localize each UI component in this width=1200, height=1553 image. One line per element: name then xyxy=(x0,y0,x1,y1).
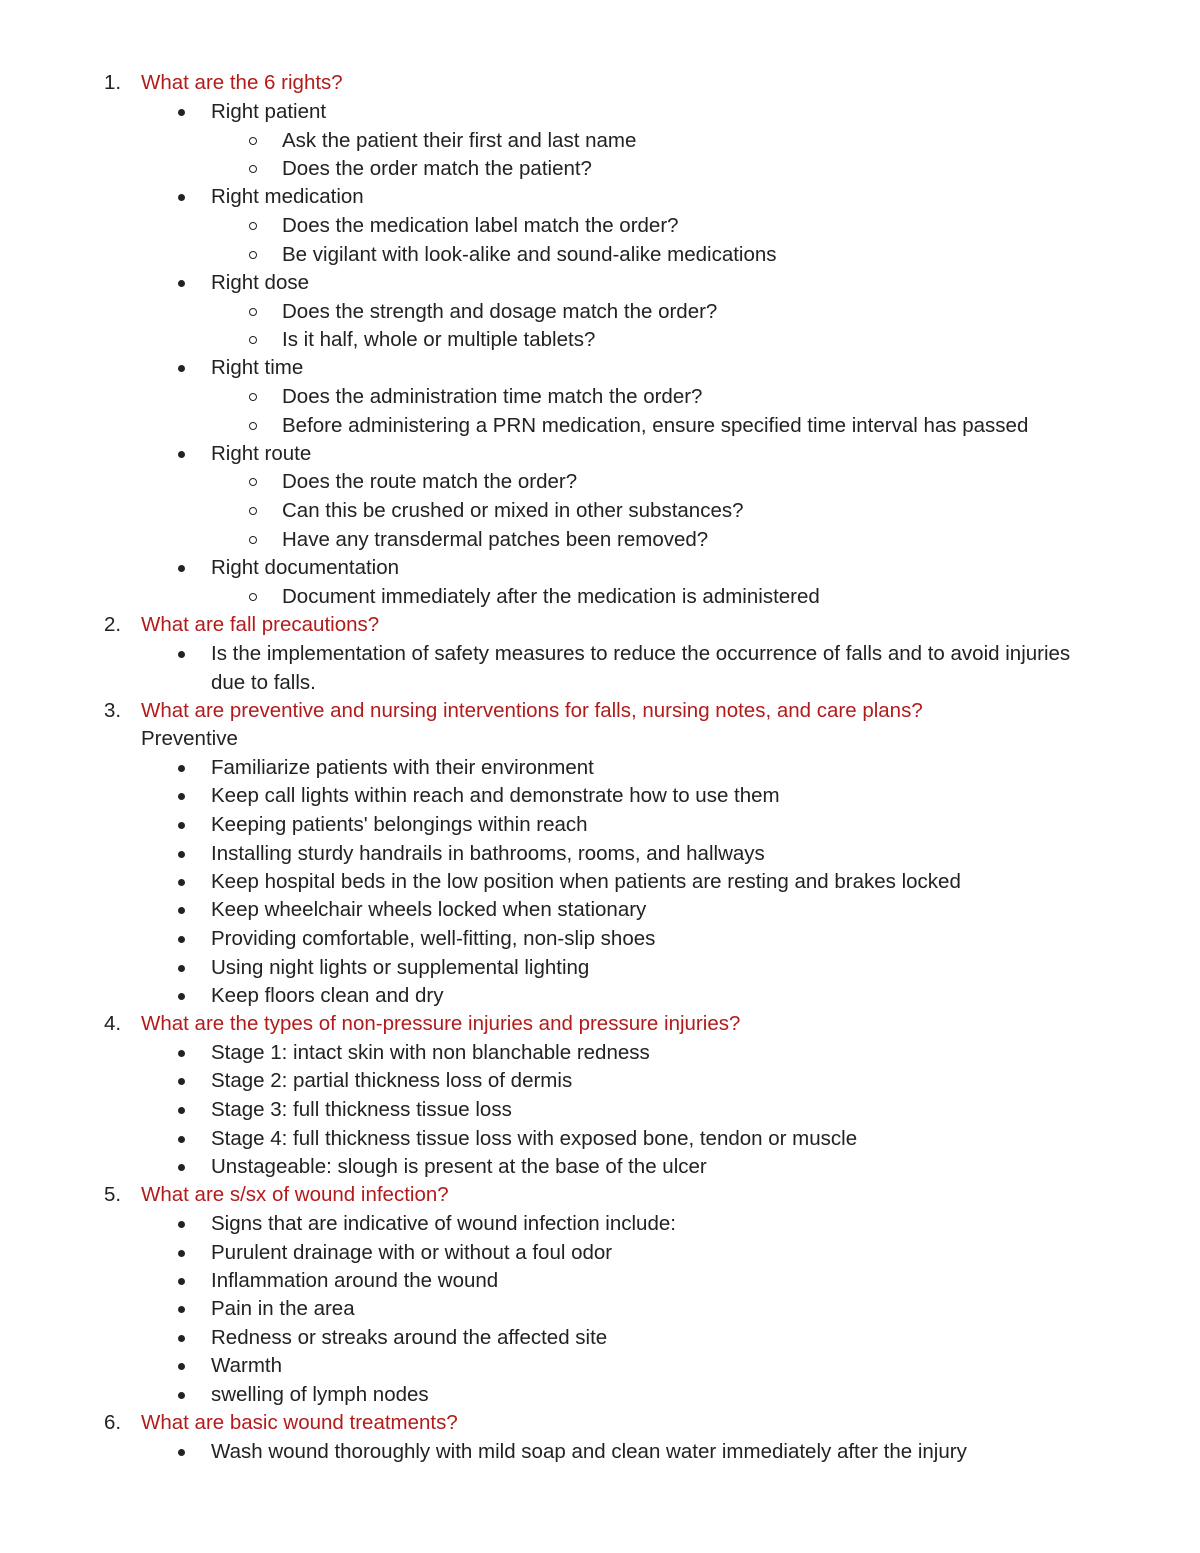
item-text: Warmth xyxy=(211,1354,282,1377)
bullet-icon xyxy=(178,1221,185,1228)
bullet-icon xyxy=(178,907,185,914)
subheading-text: Preventive xyxy=(141,727,238,750)
bullet-icon xyxy=(178,1449,185,1456)
bullet-icon xyxy=(178,109,185,116)
question-number: 2. xyxy=(104,613,122,636)
hollow-bullet-icon xyxy=(249,393,257,401)
right-label: Right documentation xyxy=(211,556,400,579)
question-number: 5. xyxy=(104,1183,122,1206)
question-text: What are basic wound treatments? xyxy=(141,1411,458,1434)
question-text: What are the types of non-pressure injuries and pressure injuries? xyxy=(141,1012,741,1035)
bullet-icon xyxy=(178,936,185,943)
item-text: Signs that are indicative of wound infection include: xyxy=(211,1212,676,1235)
right-label: Right route xyxy=(211,442,312,465)
bullet-icon xyxy=(178,565,185,572)
sub-item-text: Does the medication label match the order? xyxy=(282,214,679,237)
bullet-icon xyxy=(178,1078,185,1085)
sub-item-text: Does the administration time match the order? xyxy=(282,385,703,408)
item-text: Keeping patients' belongings within reach xyxy=(211,813,588,836)
bullet-icon xyxy=(178,365,185,372)
item-text: Installing sturdy handrails in bathrooms, rooms, and hallways xyxy=(211,842,765,865)
item-text: Wash wound thoroughly with mild soap and clean water immediately after the injury xyxy=(211,1440,967,1463)
sub-item-text: Before administering a PRN medication, ensure specified time interval has passed xyxy=(282,414,1029,437)
bullet-icon xyxy=(178,1335,185,1342)
bullet-icon xyxy=(178,993,185,1000)
item-text: Stage 4: full thickness tissue loss with exposed bone, tendon or muscle xyxy=(211,1127,858,1150)
item-text: Keep call lights within reach and demonstrate how to use them xyxy=(211,784,780,807)
item-text: Inflammation around the wound xyxy=(211,1269,499,1292)
bullet-icon xyxy=(178,822,185,829)
question-text: What are preventive and nursing interventions for falls, nursing notes, and care plans? xyxy=(141,699,923,722)
hollow-bullet-icon xyxy=(249,336,257,344)
bullet-icon xyxy=(178,765,185,772)
bullet-icon xyxy=(178,194,185,201)
sub-item-text: Is it half, whole or multiple tablets? xyxy=(282,328,596,351)
bullet-icon xyxy=(178,651,185,658)
bullet-icon xyxy=(178,1363,185,1370)
sub-item-text: Does the route match the order? xyxy=(282,470,578,493)
item-text: Stage 2: partial thickness loss of dermis xyxy=(211,1069,573,1092)
bullet-icon xyxy=(178,1306,185,1313)
item-text: Keep wheelchair wheels locked when stationary xyxy=(211,898,647,921)
bullet-icon xyxy=(178,1392,185,1399)
hollow-bullet-icon xyxy=(249,222,257,230)
hollow-bullet-icon xyxy=(249,137,257,145)
item-text: Purulent drainage with or without a foul odor xyxy=(211,1241,613,1264)
right-label: Right patient xyxy=(211,100,327,123)
answer-text: due to falls. xyxy=(211,671,316,694)
bullet-icon xyxy=(178,1107,185,1114)
hollow-bullet-icon xyxy=(249,478,257,486)
bullet-icon xyxy=(178,1050,185,1057)
bullet-icon xyxy=(178,1278,185,1285)
question-text: What are fall precautions? xyxy=(141,613,380,636)
bullet-icon xyxy=(178,851,185,858)
sub-item-text: Document immediately after the medication is administered xyxy=(282,585,820,608)
hollow-bullet-icon xyxy=(249,165,257,173)
sub-item-text: Have any transdermal patches been removed? xyxy=(282,528,709,551)
question-text: What are s/sx of wound infection? xyxy=(141,1183,449,1206)
answer-text: Is the implementation of safety measures to reduce the occurrence of falls and to avoid injuries xyxy=(211,642,1071,665)
bullet-icon xyxy=(178,965,185,972)
sub-item-text: Be vigilant with look-alike and sound-alike medications xyxy=(282,243,777,266)
question-number: 4. xyxy=(104,1012,122,1035)
hollow-bullet-icon xyxy=(249,507,257,515)
item-text: Stage 1: intact skin with non blanchable redness xyxy=(211,1041,650,1064)
question-number: 6. xyxy=(104,1411,122,1434)
sub-item-text: Does the strength and dosage match the order? xyxy=(282,300,718,323)
hollow-bullet-icon xyxy=(249,308,257,316)
right-label: Right medication xyxy=(211,185,364,208)
bullet-icon xyxy=(178,879,185,886)
bullet-icon xyxy=(178,1136,185,1143)
item-text: Unstageable: slough is present at the base of the ulcer xyxy=(211,1155,707,1178)
sub-item-text: Can this be crushed or mixed in other substances? xyxy=(282,499,744,522)
item-text: Providing comfortable, well-fitting, non-slip shoes xyxy=(211,927,656,950)
item-text: swelling of lymph nodes xyxy=(211,1383,429,1406)
right-label: Right dose xyxy=(211,271,310,294)
bullet-icon xyxy=(178,1164,185,1171)
item-text: Pain in the area xyxy=(211,1297,355,1320)
hollow-bullet-icon xyxy=(249,422,257,430)
bullet-icon xyxy=(178,451,185,458)
item-text: Familiarize patients with their environment xyxy=(211,756,594,779)
question-text: What are the 6 rights? xyxy=(141,71,343,94)
bullet-icon xyxy=(178,793,185,800)
hollow-bullet-icon xyxy=(249,536,257,544)
right-label: Right time xyxy=(211,356,304,379)
sub-item-text: Ask the patient their first and last name xyxy=(282,129,637,152)
item-text: Keep hospital beds in the low position when patients are resting and brakes locked xyxy=(211,870,961,893)
item-text: Keep floors clean and dry xyxy=(211,984,444,1007)
hollow-bullet-icon xyxy=(249,593,257,601)
bullet-icon xyxy=(178,1250,185,1257)
sub-item-text: Does the order match the patient? xyxy=(282,157,592,180)
bullet-icon xyxy=(178,280,185,287)
item-text: Using night lights or supplemental lighting xyxy=(211,956,590,979)
question-number: 3. xyxy=(104,699,122,722)
item-text: Stage 3: full thickness tissue loss xyxy=(211,1098,512,1121)
item-text: Redness or streaks around the affected site xyxy=(211,1326,608,1349)
hollow-bullet-icon xyxy=(249,251,257,259)
question-number: 1. xyxy=(104,71,122,94)
